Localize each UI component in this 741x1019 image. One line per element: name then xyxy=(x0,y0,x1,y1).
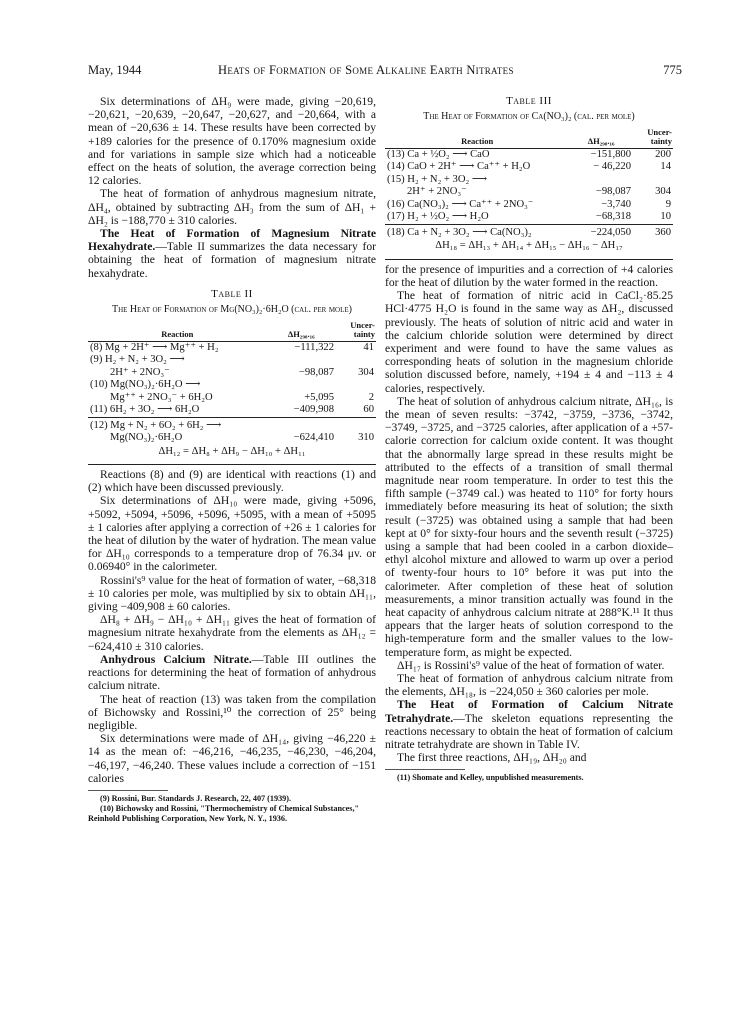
footnote: (11) Shomate and Kelley, unpublished measurements. xyxy=(397,773,584,783)
reaction-cell: (16) Ca(NO₃)₂ ⟶ Ca⁺⁺ + 2NO₃⁻ xyxy=(387,198,534,210)
reaction-cell: (11) 6H₂ + 3O₂ ⟶ 6H₂O xyxy=(90,404,200,416)
table-ii xyxy=(88,288,376,465)
uncertainty-cell: 14 xyxy=(660,161,671,173)
uncertainty-cell: 2 xyxy=(368,391,374,403)
table-row xyxy=(385,199,673,212)
table-row xyxy=(385,211,673,224)
paragraph: The heat of solution of anhydrous calcium nitrate, ΔH₁₆, is the mean of seven results: −3742, −3759, −3736, −3742, −3749, −3725, and −3725 calories, after application of a +57-calorie correction for calcium oxide content. It was thought that the abnormally large spread in these results might be attributed to the effects of a transition of small thermal magnitude near room temperature. In order to test this the fifth sample (−3749 cal.) was heated to 110° for forty hours immediately before measuring its heat of solution; the sixth result (−3725) was obtained using a sample that had been kept at 0° for sixty-four hours and the seventh result (−3725) using a sample that had been cooled in a carbon dioxide–ethyl alcohol mixture and allowed to warm up over a period of twenty-four hours to 10° before it was put into the calorimeter. After completion of these heat of solution measurements, a minor transition actually was found in the heat capacity of anhydrous calcium nitrate at 288°K.¹¹ It thus appears that the larger heats of solution correspond to the high-temperature form and the smaller values to the low-temperature form, as might be expected. xyxy=(385,394,673,659)
header-running-title: Heats of Formation of Some Alkaline Earth Nitrates xyxy=(218,63,514,77)
dh-cell: −224,050 xyxy=(569,224,633,239)
table-row xyxy=(88,379,376,392)
paragraph: The heat of formation of nitric acid in CaCl₂·85.25 HCl·4775 H₂O is found in the same way as ΔH₂, discussed previously. The heats of solution of nitric acid and water in the calcium chloride solution were determined by direct experiment and were found to have the same values as corresponding heats of solution in the magnesium chloride solution discussed before, namely, +194 ± 4 and −113 ± 4 calories, respectively. xyxy=(385,289,673,395)
paragraph: The heat of reaction (13) was taken from the compilation of Bichowsky and Rossini,¹⁰ the correction of 25° being negligible. xyxy=(88,692,376,732)
section-heading: Anhydrous Calcium Nitrate. xyxy=(100,652,252,666)
reaction-cell: 2H⁺ + 2NO₃⁻ xyxy=(110,366,170,378)
dh-cell: −624,410 xyxy=(293,432,334,444)
paragraph-text: —The skeleton equations representing the reactions necessary to obtain the heat of formation of calcium nitrate tetrahydrate are shown in Table IV. xyxy=(385,711,673,752)
paragraph: ΔH₁₇ is Rossini's⁹ value of the heat of formation of water. xyxy=(397,658,665,672)
dh-cell: +5,095 xyxy=(304,391,334,403)
table-row xyxy=(88,354,376,367)
col-header-uncertainty: Uncer-tainty xyxy=(633,127,673,149)
col-header-reaction: Reaction xyxy=(385,127,569,149)
uncertainty-cell: 310 xyxy=(358,432,374,444)
data-table xyxy=(88,320,376,445)
col-header-dh: ΔH₂₉₈.₁₆ xyxy=(267,320,336,342)
reaction-cell: Mg⁺⁺ + 2NO₃⁻ + 6H₂O xyxy=(110,391,213,403)
section-heading: The Heat of Formation of Magnesium Nitrate Hexahydrate. xyxy=(88,227,376,254)
dh-cell: −98,087 xyxy=(298,366,334,378)
reaction-cell: (9) H₂ + N₂ + 3O₂ ⟶ xyxy=(90,354,185,366)
col-header-uncertainty: Uncer-tainty xyxy=(336,320,376,342)
table-row xyxy=(88,417,376,432)
table-row xyxy=(88,392,376,405)
dh-cell xyxy=(267,354,336,367)
table-iii xyxy=(385,95,673,260)
reaction-cell: (10) Mg(NO₃)₂·6H₂O ⟶ xyxy=(90,379,201,391)
table-label: Table III xyxy=(506,95,552,107)
uncertainty-cell xyxy=(336,354,376,367)
table-title: The Heat of Formation of Ca(NO₃)₂ (cal. per mole) xyxy=(423,111,635,123)
table-row xyxy=(385,174,673,187)
uncertainty-cell xyxy=(633,174,673,187)
paragraph-text: —Table II summarizes the data necessary for obtaining the heat of formation of magnesium nitrate hexahydrate. xyxy=(88,240,376,280)
col-header-reaction: Reaction xyxy=(88,320,267,342)
uncertainty-cell xyxy=(336,379,376,392)
uncertainty-cell: 200 xyxy=(655,148,671,160)
table-equation: ΔH₁₈ = ΔH₁₃ + ΔH₁₄ + ΔH₁₅ − ΔH₁₆ − ΔH₁₇ xyxy=(385,239,673,260)
table-row xyxy=(88,432,376,445)
dh-cell: −98,087 xyxy=(595,186,631,198)
uncertainty-cell xyxy=(336,417,376,432)
dh-cell: −3,740 xyxy=(601,198,631,210)
dh-cell: −409,908 xyxy=(293,404,334,416)
table-row xyxy=(385,186,673,199)
paragraph: ΔH₈ + ΔH₉ − ΔH₁₀ + ΔH₁₁ gives the heat of formation of magnesium nitrate hexahydrate from the elements as ΔH₁₂ = −624,410 ± 310 calories. xyxy=(88,613,376,653)
paragraph-anhydrous-ca xyxy=(88,653,376,693)
reaction-cell: 2H⁺ + 2NO₃⁻ xyxy=(407,186,467,198)
section-heading: The Heat of Formation of Calcium Nitrate Tetrahydrate. xyxy=(385,698,673,725)
footnote-rule xyxy=(385,769,465,770)
dh-cell xyxy=(267,417,336,432)
dh-cell: −68,318 xyxy=(595,211,631,223)
paragraph: Six determinations were made of ΔH₁₄, giving −46,220 ± 14 as the mean of: −46,216, −46,235, −46,230, −46,204, −46,197, −46,240. These values include a correction of −151 calories xyxy=(88,732,376,785)
dh-cell: − 46,220 xyxy=(593,161,631,173)
dh-cell xyxy=(569,174,633,187)
paragraph: The first three reactions, ΔH₁₉, ΔH₂₀ and xyxy=(397,751,587,765)
table-row xyxy=(88,341,376,354)
uncertainty-cell: 9 xyxy=(665,198,671,210)
uncertainty-cell: 304 xyxy=(358,366,374,378)
reaction-cell: (17) H₂ + ½O₂ ⟶ H₂O xyxy=(387,211,489,223)
table-equation: ΔH₁₂ = ΔH₈ + ΔH₉ − ΔH₁₀ + ΔH₁₁ xyxy=(88,445,376,466)
table-title: The Heat of Formation of Mg(NO₃)₂·6H₂O (cal. per mole) xyxy=(111,304,352,316)
paragraph-text: —Table III outlines the reactions for determining the heat of formation of anhydrous calcium nitrate. xyxy=(88,652,376,693)
reaction-cell: (14) CaO + 2H⁺ ⟶ Ca⁺⁺ + H₂O xyxy=(387,161,531,173)
dh-cell: −111,322 xyxy=(294,341,334,353)
footnote-rule xyxy=(88,790,168,791)
dh-cell: −151,800 xyxy=(590,148,631,160)
footnote: (10) Bichowsky and Rossini, "Thermochemistry of Chemical Substances," Reinhold Publishing Corporation, New York, N. Y., 1936. xyxy=(88,803,360,823)
reaction-cell: (8) Mg + 2H⁺ ⟶ Mg⁺⁺ + H₂ xyxy=(90,341,219,353)
dh-cell xyxy=(267,379,336,392)
paragraph: for the presence of impurities and a correction of +4 calories for the heat of dilution by the water formed in the reaction. xyxy=(385,262,673,289)
uncertainty-cell: 360 xyxy=(633,224,673,239)
left-column xyxy=(88,95,376,824)
table-row xyxy=(88,367,376,380)
reaction-cell: (15) H₂ + N₂ + 3O₂ ⟶ xyxy=(387,173,488,185)
paragraph: Reactions (8) and (9) are identical with reactions (1) and (2) which have been discussed previously. xyxy=(88,468,376,495)
uncertainty-cell: 60 xyxy=(363,404,374,416)
table-row xyxy=(385,224,673,239)
paragraph-ca-tetrahydrate xyxy=(385,698,673,751)
data-table xyxy=(385,127,673,240)
reaction-cell: (18) Ca + N₂ + 3O₂ ⟶ Ca(NO₃)₂ xyxy=(385,224,569,239)
right-column xyxy=(385,95,673,783)
uncertainty-cell: 304 xyxy=(655,186,671,198)
paragraph: Rossini's⁹ value for the heat of formation of water, −68,318 ± 10 calories per mole, was multiplied by six to obtain ΔH₁₁, giving −409,908 ± 60 calories. xyxy=(88,573,376,614)
paragraph: Six determinations of ΔH₉ were made, giving −20,619, −20,621, −20,639, −20,647, −20,627, and −20,664, with a mean of −20,636 ± 14. These results have been corrected by +189 calories for the presence of 0.170% magnesium oxide and for variations in sample size which had a noticeable effect on the heats of solution, the average correction being 12 calories. xyxy=(88,95,376,188)
reaction-cell: (13) Ca + ½O₂ ⟶ CaO xyxy=(387,148,490,160)
header-date: May, 1944 xyxy=(88,63,142,77)
table-row xyxy=(385,161,673,174)
paragraph: Six determinations of ΔH₁₀ were made, giving +5096, +5092, +5094, +5096, +5096, +5095, with a mean of +5095 ± 1 calories after applying a correction of +26 ± 1 calories for the heat of dilution by the water of hydration. The mean value for ΔH₁₀ corresponds to a temperature drop of 76.34 μv. or 0.06940° in the calorimeter. xyxy=(88,494,376,574)
header-page-number: 775 xyxy=(663,63,682,77)
table-row xyxy=(88,404,376,417)
reaction-cell: Mg(NO₃)₂·6H₂O xyxy=(110,432,183,444)
uncertainty-cell: 10 xyxy=(660,211,671,223)
running-header xyxy=(88,63,682,79)
paragraph-mg-hexahydrate xyxy=(88,227,376,280)
paragraph: The heat of formation of anhydrous magnesium nitrate, ΔH₄, obtained by subtracting ΔH₃ from the sum of ΔH₁ + ΔH₂ is −188,770 ± 310 calories. xyxy=(88,187,376,227)
paragraph: The heat of formation of anhydrous calcium nitrate from the elements, ΔH₁₈, is −224,050 ± 360 calories per mole. xyxy=(385,672,673,699)
uncertainty-cell: 41 xyxy=(363,341,374,353)
table-label: Table II xyxy=(211,287,253,300)
table-row xyxy=(385,148,673,161)
col-header-dh: ΔH₂₉₈.₁₆ xyxy=(569,127,633,149)
footnote: (9) Rossini, Bur. Standards J. Research, 22, 407 (1939). xyxy=(100,793,292,803)
reaction-cell: (12) Mg + N₂ + 6O₂ + 6H₂ ⟶ xyxy=(88,417,267,432)
